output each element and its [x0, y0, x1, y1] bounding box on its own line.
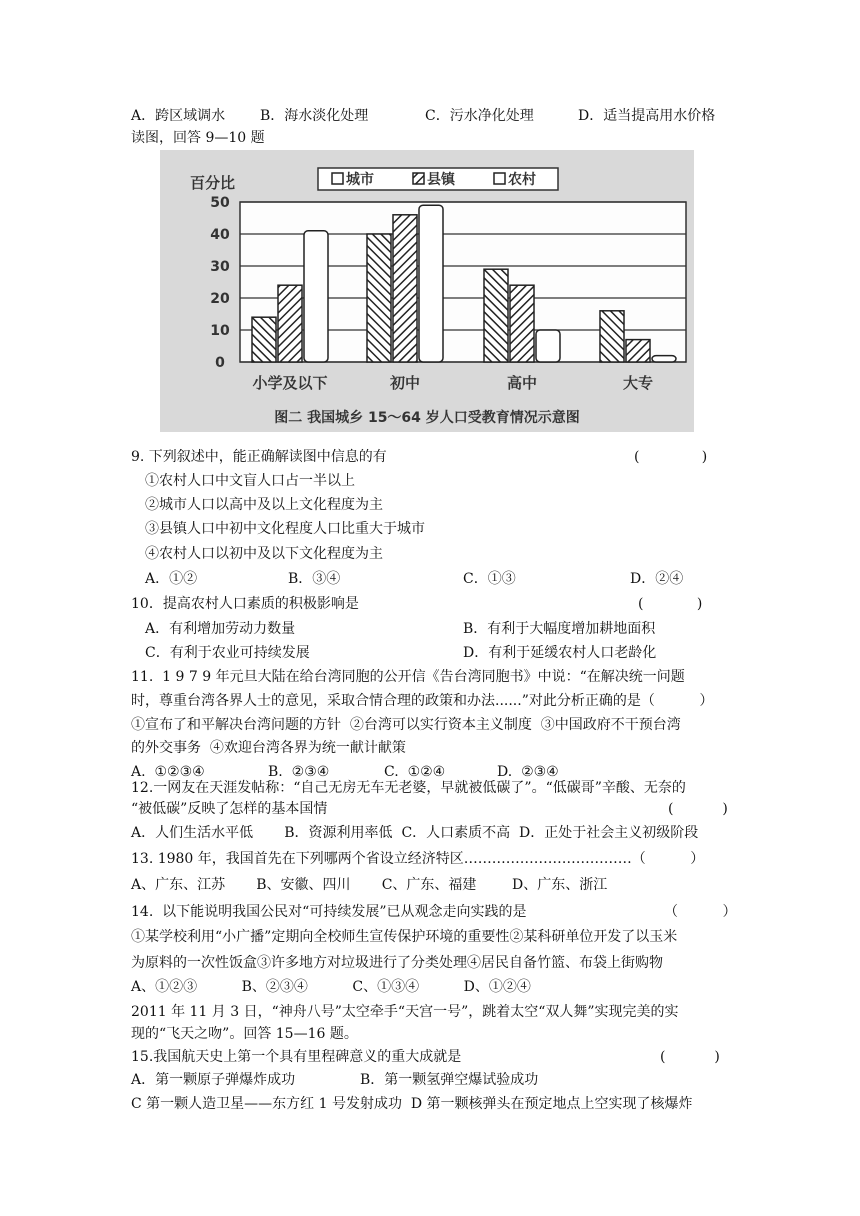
q11-line-4: 的外交事务 ④欢迎台湾各界为统一献计献策	[131, 740, 406, 756]
option-c: C．污水净化处理	[425, 108, 534, 124]
bar-农村	[536, 330, 560, 362]
q14-answer-paren: （ ）	[664, 904, 737, 920]
y-tick-label: 50	[210, 195, 230, 211]
q11-line-1: 11. 1 9 7 9 年元旦大陆在给台湾同胞的公开信《告台湾同胞书》中说：“在解决统一问题	[131, 669, 685, 685]
x-tick-label: 初中	[389, 374, 421, 392]
instruction: 读图，回答 9—10 题	[131, 130, 265, 146]
bar-城市	[367, 234, 391, 362]
legend-swatch	[332, 173, 343, 184]
y-tick-label: 40	[210, 227, 230, 243]
y-tick-label: 20	[210, 291, 230, 307]
q13-options: A、广东、江苏 B、安徽、四川 C、广东、福建 D、广东、浙江	[131, 877, 608, 893]
q9-item-3: ③县镇人口中初中文化程度人口比重大于城市	[145, 521, 425, 537]
q12-options: A．人们生活水平低 B．资源利用率低 C．人口素质不高 D．正处于社会主义初级阶段	[131, 825, 699, 841]
y-tick-label: 0	[215, 355, 225, 371]
q15-option-a: A．第一颗原子弹爆炸成功	[131, 1072, 296, 1088]
chart-svg	[160, 150, 694, 432]
q14-options: A、①②③ B、②③④ C、①③④ D、①②④	[131, 979, 531, 995]
q13-stem: 13. 1980 年，我国首先在下列哪两个省设立经济特区………………………………（ ）	[131, 851, 705, 867]
q15-stem: 15.我国航天史上第一个具有里程碑意义的重大成就是	[131, 1049, 462, 1065]
q10-stem: 10．提高农村人口素质的积极影响是	[131, 596, 359, 612]
legend-label: 县镇	[427, 172, 455, 188]
q9-item-2: ②城市人口以高中及以上文化程度为主	[145, 497, 383, 513]
passage-line-2: 现的“飞天之吻”。回答 15—16 题。	[131, 1026, 358, 1042]
education-chart	[160, 150, 694, 432]
q11-option-b: B. ②③④	[268, 764, 330, 780]
q9-option-a: A．①②	[145, 571, 198, 587]
bar-农村	[419, 205, 443, 362]
legend-label: 农村	[508, 172, 536, 188]
q9-option-d: D．②④	[630, 571, 684, 587]
q12-answer-paren: ( )	[668, 801, 728, 817]
q11-option-c: C. ①②④	[384, 764, 446, 780]
option-d: D．适当提高用水价格	[578, 108, 716, 124]
bar-农村	[304, 231, 328, 362]
q10-option-b: B．有利于大幅度增加耕地面积	[463, 621, 656, 637]
q11-line-3: ①宣布了和平解决台湾问题的方针 ②台湾可以实行资本主义制度 ③中国政府不干预台湾	[131, 717, 681, 733]
q14-stem: 14. 以下能说明我国公民对“可持续发展”已从观念走向实践的是	[131, 904, 527, 920]
q10-answer-paren: ( )	[638, 596, 703, 612]
passage-line-1: 2011 年 11 月 3 日，“神舟八号”太空牵手“天宫一号”，跳着太空“双人舞”实现完美的实	[131, 1004, 679, 1020]
bar-农村	[652, 356, 676, 362]
x-tick-label: 小学及以下	[252, 374, 328, 392]
q12-line-1: 12.一网友在天涯发帖称：“自己无房无车无老婆，早就被低碳了”。“低碳哥”辛酸、无奈的	[131, 780, 686, 796]
q10-option-c: C．有利于农业可持续发展	[145, 645, 310, 661]
q14-line-3: 为原料的一次性饭盒③许多地方对垃圾进行了分类处理④居民自备竹篮、布袋上街购物	[131, 955, 663, 971]
q9-stem: 9. 下列叙述中，能正确解读图中信息的有	[131, 449, 387, 465]
option-a: A．跨区域调水	[131, 108, 226, 124]
bar-城市	[252, 317, 276, 362]
q15-answer-paren: ( )	[660, 1049, 720, 1065]
legend-swatch	[494, 173, 505, 184]
x-tick-label: 大专	[622, 374, 654, 392]
q9-item-1: ①农村人口中文盲人口占一半以上	[145, 473, 355, 489]
q9-option-b: B．③④	[288, 571, 341, 587]
q10-option-d: D．有利于延缓农村人口老龄化	[463, 645, 657, 661]
q15-option-b: B．第一颗氢弹空爆试验成功	[360, 1072, 539, 1088]
y-tick-label: 30	[210, 259, 230, 275]
q15-option-cd: C 第一颗人造卫星——东方红 1 号发射成功 D 第一颗核弹头在预定地点上空实现了核爆炸	[131, 1096, 693, 1112]
option-b: B．海水淡化处理	[260, 108, 369, 124]
legend-label: 城市	[346, 172, 374, 188]
q11-line-2: 时，尊重台湾各界人士的意见，采取合情合理的政策和办法......”对此分析正确的是（ ）	[131, 693, 714, 709]
bar-县镇	[393, 215, 417, 362]
q11-option-d: D. ②③④	[497, 764, 559, 780]
q9-item-4: ④农村人口以初中及以下文化程度为主	[145, 546, 383, 562]
bar-县镇	[626, 340, 650, 362]
bar-县镇	[278, 285, 302, 362]
bar-城市	[484, 269, 508, 362]
y-axis-label: 百分比	[190, 174, 236, 192]
q9-answer-paren: ( )	[634, 449, 708, 465]
q14-line-2: ①某学校利用“小广播”定期向全校师生宣传保护环境的重要性②某科研单位开发了以玉米	[131, 929, 678, 945]
q11-option-a: A. ①②③④	[131, 764, 205, 780]
legend-swatch	[413, 173, 424, 184]
bar-县镇	[510, 285, 534, 362]
x-tick-label: 高中	[506, 374, 538, 392]
y-tick-label: 10	[210, 323, 230, 339]
q12-line-2: “被低碳”反映了怎样的基本国情	[131, 801, 328, 817]
q10-option-a: A．有利增加劳动力数量	[145, 621, 296, 637]
chart-title: 图二 我国城乡 15～64 岁人口受教育情况示意图	[274, 410, 580, 426]
bar-城市	[600, 311, 624, 362]
q9-option-c: C．①③	[463, 571, 516, 587]
